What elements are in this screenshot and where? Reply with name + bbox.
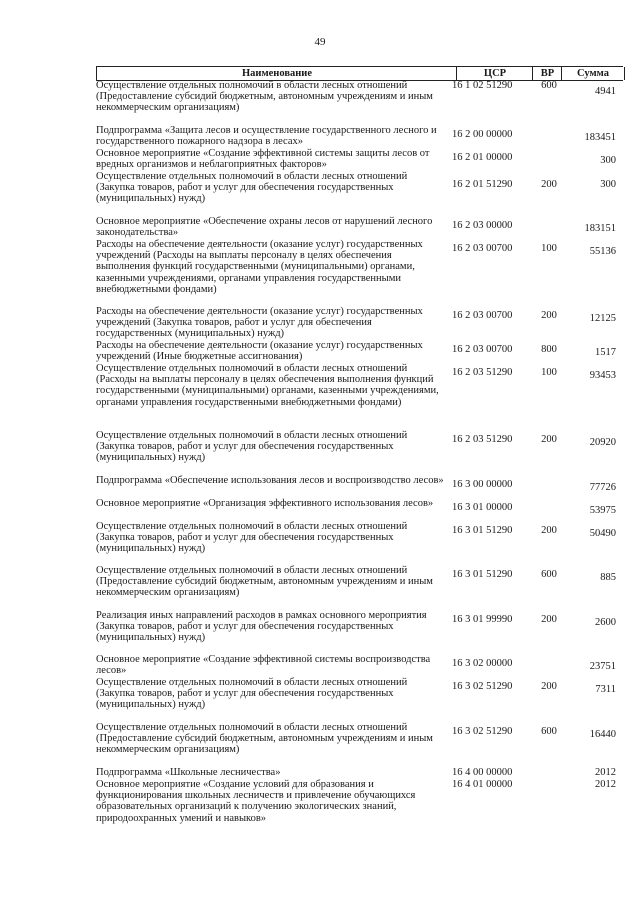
table-row: [0, 475, 640, 498]
row-csr: 16 2 01 00000: [452, 152, 513, 163]
row-sum: 77726: [589, 482, 616, 493]
header-name: Наименование: [96, 67, 457, 80]
row-vr: 200: [541, 525, 557, 536]
table-row: [0, 654, 640, 677]
row-vr: 200: [541, 310, 557, 321]
header-csr: ЦСР: [456, 67, 533, 80]
row-name: Основное мероприятие «Создание эффективной системы защиты лесов от вредных организмов и неблагоприятных факторов»: [96, 148, 430, 171]
row-sum: 53975: [589, 505, 616, 516]
table-row: [0, 363, 640, 430]
row-csr: 16 3 02 00000: [452, 658, 513, 669]
table-row: [0, 521, 640, 565]
table-body: [0, 80, 640, 825]
row-csr: 16 2 03 00000: [452, 220, 513, 231]
row-name: Реализация иных направлений расходов в рамках основного мероприятия (Закупка товаров, работ и услуг для обеспечения государственных (муниципальных) нужд): [96, 610, 427, 644]
table-row: [0, 430, 640, 475]
table-row: [0, 80, 640, 125]
row-csr: 16 2 03 00700: [452, 310, 513, 321]
table-row: [0, 216, 640, 239]
row-sum: 2012: [595, 779, 616, 790]
row-csr: 16 3 01 51290: [452, 569, 513, 580]
row-csr: 16 2 00 00000: [452, 129, 513, 140]
page-number: 49: [314, 36, 326, 48]
row-sum: 20920: [589, 437, 616, 448]
table-row: [0, 239, 640, 306]
row-vr: 200: [541, 179, 557, 190]
row-name: Расходы на обеспечение деятельности (оказание услуг) государственных учреждений (Иные бюджетные ассигнования): [96, 340, 423, 363]
row-csr: 16 3 00 00000: [452, 479, 513, 490]
row-name: Основное мероприятие «Создание условий для образования и функционирования школьных лесничеств и привлечение обучающихся образовательных организаций к получению экологических знаний, природоохранных умений и навыков»: [96, 779, 416, 824]
row-csr: 16 2 03 51290: [452, 434, 513, 445]
row-sum: 7311: [595, 684, 616, 695]
row-sum: 300: [600, 155, 616, 166]
row-csr: 16 1 02 51290: [452, 80, 513, 91]
table-row: [0, 125, 640, 148]
row-name: Осуществление отдельных полномочий в области лесных отношений (Закупка товаров, работ и услуг для обеспечения государственных (муниципальных) нужд): [96, 521, 408, 555]
row-name: Осуществление отдельных полномочий в области лесных отношений (Предоставление субсидий бюджетным, автономным учреждениям и иным некоммерческим организациям): [96, 80, 433, 114]
row-name: Осуществление отдельных полномочий в области лесных отношений (Предоставление субсидий бюджетным, автономным учреждениям и иным некоммерческим организациям): [96, 722, 433, 756]
row-name: Расходы на обеспечение деятельности (оказание услуг) государственных учреждений (Расходы на выплаты персоналу в целях обеспечения выполнения функций государственными (муниципальными) органами, казенными учреждениями, органами управления государственными внебюджетными фондами): [96, 239, 423, 295]
row-name: Осуществление отдельных полномочий в области лесных отношений (Предоставление субсидий бюджетным, автономным учреждениям и иным некоммерческим организациям): [96, 565, 433, 599]
row-sum: 183451: [584, 132, 616, 143]
table-row: [0, 171, 640, 216]
row-vr: 600: [541, 80, 557, 91]
row-sum: 12125: [589, 313, 616, 324]
header-sum: Сумма: [561, 67, 625, 80]
table-row: [0, 767, 640, 779]
table-row: [0, 148, 640, 171]
header-vr: ВР: [532, 67, 562, 80]
row-csr: 16 2 01 51290: [452, 179, 513, 190]
table-row: [0, 779, 640, 825]
row-csr: 16 4 00 00000: [452, 767, 513, 778]
row-sum: 50490: [589, 528, 616, 539]
row-csr: 16 2 03 51290: [452, 367, 513, 378]
row-vr: 100: [541, 367, 557, 378]
row-csr: 16 3 01 00000: [452, 502, 513, 513]
table-row: [0, 498, 640, 521]
row-csr: 16 3 02 51290: [452, 681, 513, 692]
row-sum: 183151: [584, 223, 616, 234]
row-sum: 1517: [595, 347, 616, 358]
row-csr: 16 3 01 99990: [452, 614, 513, 625]
row-csr: 16 2 03 00700: [452, 243, 513, 254]
row-name: Осуществление отдельных полномочий в области лесных отношений (Закупка товаров, работ и услуг для обеспечения государственных (муниципальных) нужд): [96, 430, 408, 464]
row-sum: 55136: [589, 246, 616, 257]
row-name: Подпрограмма «Обеспечение использования лесов и воспроизводство лесов»: [96, 475, 444, 486]
row-sum: 16440: [589, 729, 616, 740]
table-row: [0, 306, 640, 340]
row-name: Осуществление отдельных полномочий в области лесных отношений (Закупка товаров, работ и услуг для обеспечения государственных (муниципальных) нужд): [96, 677, 408, 711]
row-sum: 4941: [595, 86, 616, 97]
row-sum: 23751: [589, 661, 616, 672]
row-name: Осуществление отдельных полномочий в области лесных отношений (Закупка товаров, работ и услуг для обеспечения государственных (муниципальных) нужд): [96, 171, 408, 205]
row-vr: 600: [541, 726, 557, 737]
row-name: Расходы на обеспечение деятельности (оказание услуг) государственных учреждений (Закупка товаров, работ и услуг для обеспечения государственных (муниципальных) нужд): [96, 306, 423, 340]
row-vr: 200: [541, 614, 557, 625]
row-name: Подпрограмма «Школьные лесничества»: [96, 767, 281, 778]
row-sum: 2600: [595, 617, 616, 628]
row-sum: 885: [600, 572, 616, 583]
table-row: [0, 722, 640, 767]
table-row: [0, 610, 640, 654]
row-name: Основное мероприятие «Создание эффективной системы воспроизводства лесов»: [96, 654, 431, 677]
row-name: Подпрограмма «Защита лесов и осуществление государственного лесного и государственного пожарного надзора в лесах»: [96, 125, 437, 148]
row-name: Основное мероприятие «Обеспечение охраны лесов от нарушений лесного законодательства»: [96, 216, 433, 239]
row-sum: 2012: [595, 767, 616, 778]
table-row: [0, 565, 640, 610]
row-vr: 200: [541, 681, 557, 692]
row-vr: 100: [541, 243, 557, 254]
row-csr: 16 4 01 00000: [452, 779, 513, 790]
row-sum: 300: [600, 179, 616, 190]
table-header: [96, 66, 623, 81]
row-vr: 600: [541, 569, 557, 580]
row-name: Основное мероприятие «Организация эффективного использования лесов»: [96, 498, 434, 509]
row-csr: 16 2 03 00700: [452, 344, 513, 355]
row-sum: 93453: [589, 370, 616, 381]
row-csr: 16 3 01 51290: [452, 525, 513, 536]
row-vr: 800: [541, 344, 557, 355]
table-row: [0, 340, 640, 363]
row-name: Осуществление отдельных полномочий в области лесных отношений (Расходы на выплаты персоналу в целях обеспечения выполнения функций государственными (муниципальными) органами, казенными учреждениями, органами управления государственными внебюджетными фондами): [96, 363, 439, 408]
row-vr: 200: [541, 434, 557, 445]
table-row: [0, 677, 640, 722]
row-csr: 16 3 02 51290: [452, 726, 513, 737]
